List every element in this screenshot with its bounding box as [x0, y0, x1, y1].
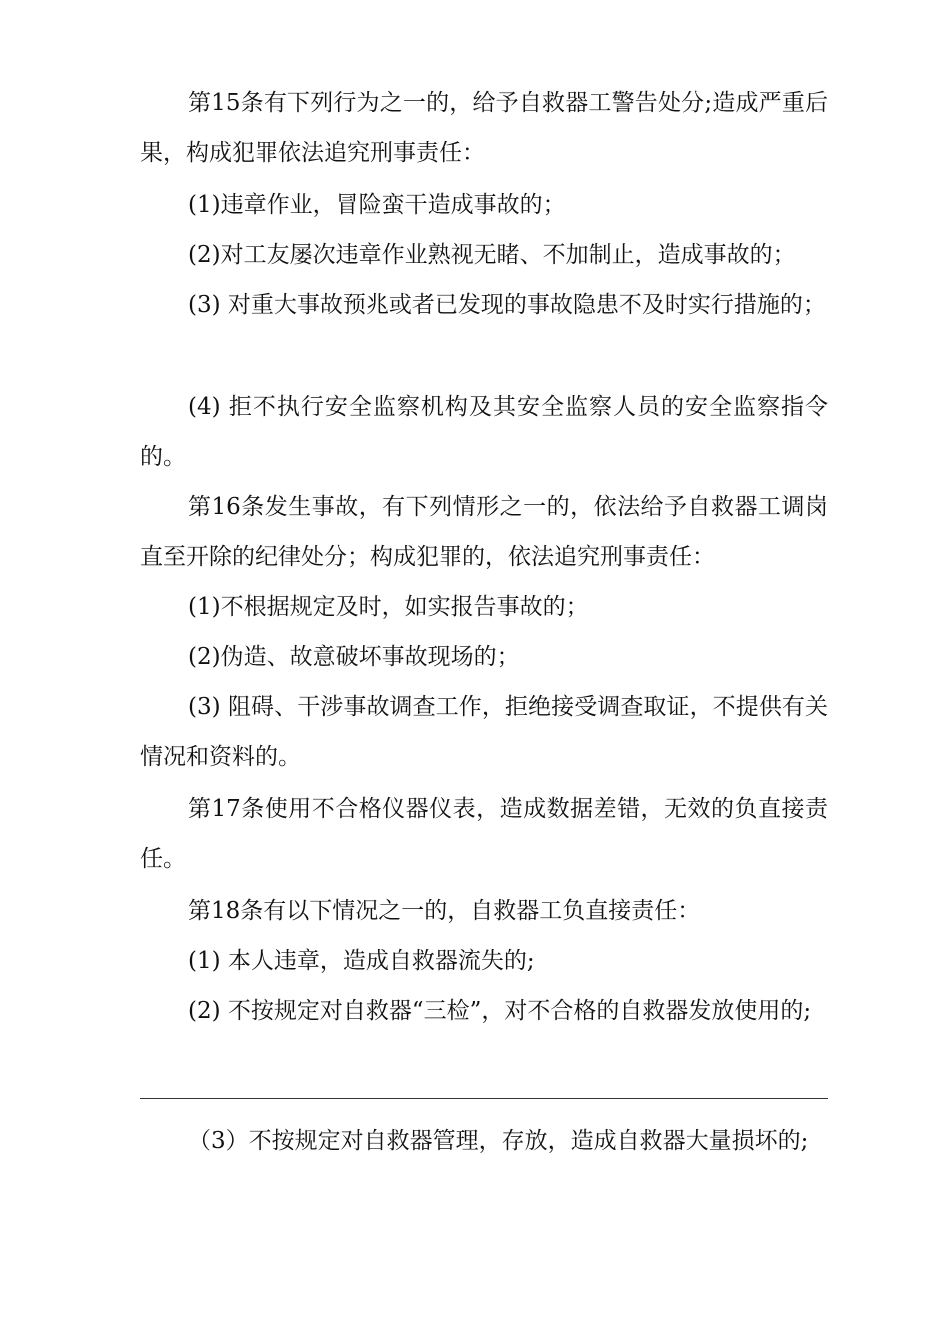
article-16-item-2: (2)伪造、故意破坏事故现场的； — [188, 644, 520, 670]
article-16-item-3: (3) 阻碍、干涉事故调查工作，拒绝接受调查取证，不提供有关情况和资料的。 — [140, 694, 828, 770]
article-15-item-4: (4) 拒不执行安全监察机构及其安全监察人员的安全监察指令的。 — [140, 394, 828, 470]
article-18-item-1: (1) 本人违章，造成自救器流失的; — [188, 948, 535, 974]
article-18-item-3: （3）不按规定对自救器管理，存放，造成自救器大量损坏的; — [188, 1128, 809, 1154]
article-18-item-2: (2) 不按规定对自救器“三检”，对不合格的自救器发放使用的; — [188, 998, 812, 1024]
article-18: 第18条有以下情况之一的，自救器工负直接责任： — [188, 898, 701, 924]
article-15: 第15条有下列行为之一的，给予自救器工警告处分;造成严重后果，构成犯罪依法追究刑事责任： — [140, 90, 828, 166]
article-16: 第16条发生事故，有下列情形之一的，依法给予自救器工调岗直至开除的纪律处分；构成犯罪的，依法追究刑事责任： — [140, 494, 828, 570]
document-page — [140, 0, 828, 1344]
article-15-item-1: (1)违章作业，冒险蛮干造成事故的； — [188, 192, 566, 218]
page-divider — [140, 1098, 828, 1099]
article-15-item-2: (2)对工友屡次违章作业熟视无睹、不加制止，造成事故的； — [188, 242, 796, 268]
article-17: 第17条使用不合格仪器仪表，造成数据差错，无效的负直接责任。 — [140, 796, 828, 872]
article-15-item-3: (3) 对重大事故预兆或者已发现的事故隐患不及时实行措施的； — [188, 292, 826, 318]
article-16-item-1: (1)不根据规定及时，如实报告事故的； — [188, 594, 589, 620]
